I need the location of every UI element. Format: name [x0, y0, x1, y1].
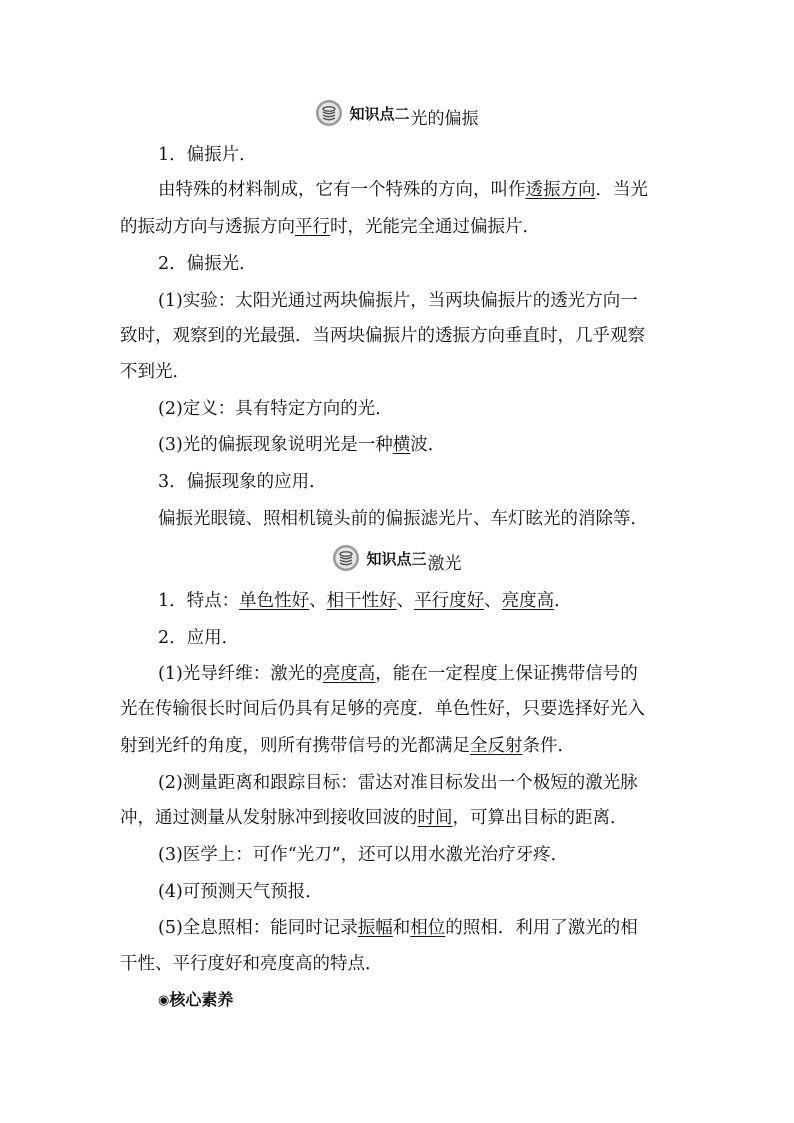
paragraph-line: 致时，观察到的光最强．当两块偏振片的透振方向垂直时，几乎观察 [120, 326, 645, 346]
underlined-term: 时间 [417, 808, 453, 828]
item-applications: 3．偏振现象的应用． [158, 472, 327, 492]
underlined-term: 亮度高 [501, 591, 555, 611]
paragraph-line: (3)光的偏振现象说明光是一种横波． [158, 435, 446, 455]
item-polarized-light: 2．偏振光． [158, 254, 257, 274]
paragraph-line: 冲，通过测量从发射脉冲到接收回波的时间，可算出目标的距离． [120, 808, 628, 828]
core-literacy-label: 核心素养 [169, 990, 234, 1009]
paragraph-line: (1)实验：太阳光通过两块偏振片，当两块偏振片的透光方向一 [158, 291, 638, 311]
paragraph-line: 偏振光眼镜、照相机镜头前的偏振滤光片、车灯眩光的消除等． [158, 509, 648, 529]
paragraph-line: 不到光． [120, 362, 190, 382]
stacked-disc-badge-icon [332, 544, 360, 572]
paragraph-line: 射到光纤的角度，则所有携带信号的光都满足全反射条件． [120, 736, 575, 756]
paragraph-line: (5)全息照相：能同时记录振幅和相位的照相．利用了激光的相 [158, 918, 638, 938]
paragraph-line: 由特殊的材料制成，它有一个特殊的方向，叫作透振方向．当光 [158, 180, 648, 200]
underlined-term: 相位 [410, 918, 446, 938]
paragraph-line: 光在传输很长时间后仍具有足够的亮度．单色性好，只要选择好光入 [120, 699, 645, 719]
core-literacy-heading [158, 988, 233, 1014]
stacked-disc-badge-icon [315, 99, 343, 127]
item-features: 1．特点：单色性好、相干性好、平行度好、亮度高． [158, 591, 572, 611]
circle-bullet-icon: ◉ [158, 993, 170, 1008]
paragraph-line: (2)定义：具有特定方向的光． [158, 399, 393, 419]
section-title: 光的偏振 [410, 108, 479, 129]
paragraph-line: (4)可预测天气预报． [158, 882, 323, 902]
underlined-term: 平行 [295, 217, 330, 237]
knowledge-point-label: 知识点二 [349, 104, 410, 123]
paragraph-line: 的振动方向与透振方向平行时，光能完全通过偏振片． [120, 217, 540, 237]
paragraph-line: 干性、平行度好和亮度高的特点． [120, 954, 383, 974]
underlined-term: 亮度高 [322, 664, 376, 684]
item-applications-laser: 2．应用． [158, 628, 240, 648]
underlined-term: 横 [392, 435, 411, 455]
section-title: 激光 [427, 553, 462, 574]
underlined-term: 振幅 [357, 918, 393, 938]
underlined-term: 平行度好 [414, 591, 485, 611]
underlined-term: 全反射 [470, 736, 523, 756]
knowledge-point-label: 知识点三 [366, 549, 427, 568]
underlined-term: 单色性好 [239, 591, 310, 611]
underlined-term: 透振方向 [525, 180, 596, 200]
paragraph-line: (3)医学上：可作“光刀”，还可以用水激光治疗牙疼． [158, 845, 569, 865]
section-heading-laser [0, 541, 794, 575]
underlined-term: 相干性好 [326, 591, 397, 611]
section-heading-polarization [0, 96, 794, 130]
item-polarizer: 1．偏振片． [158, 145, 257, 165]
paragraph-line: (2)测量距离和跟踪目标：雷达对准目标发出一个极短的激光脉 [158, 773, 638, 793]
paragraph-line: (1)光导纤维：激光的亮度高，能在一定程度上保证携带信号的 [158, 664, 638, 684]
